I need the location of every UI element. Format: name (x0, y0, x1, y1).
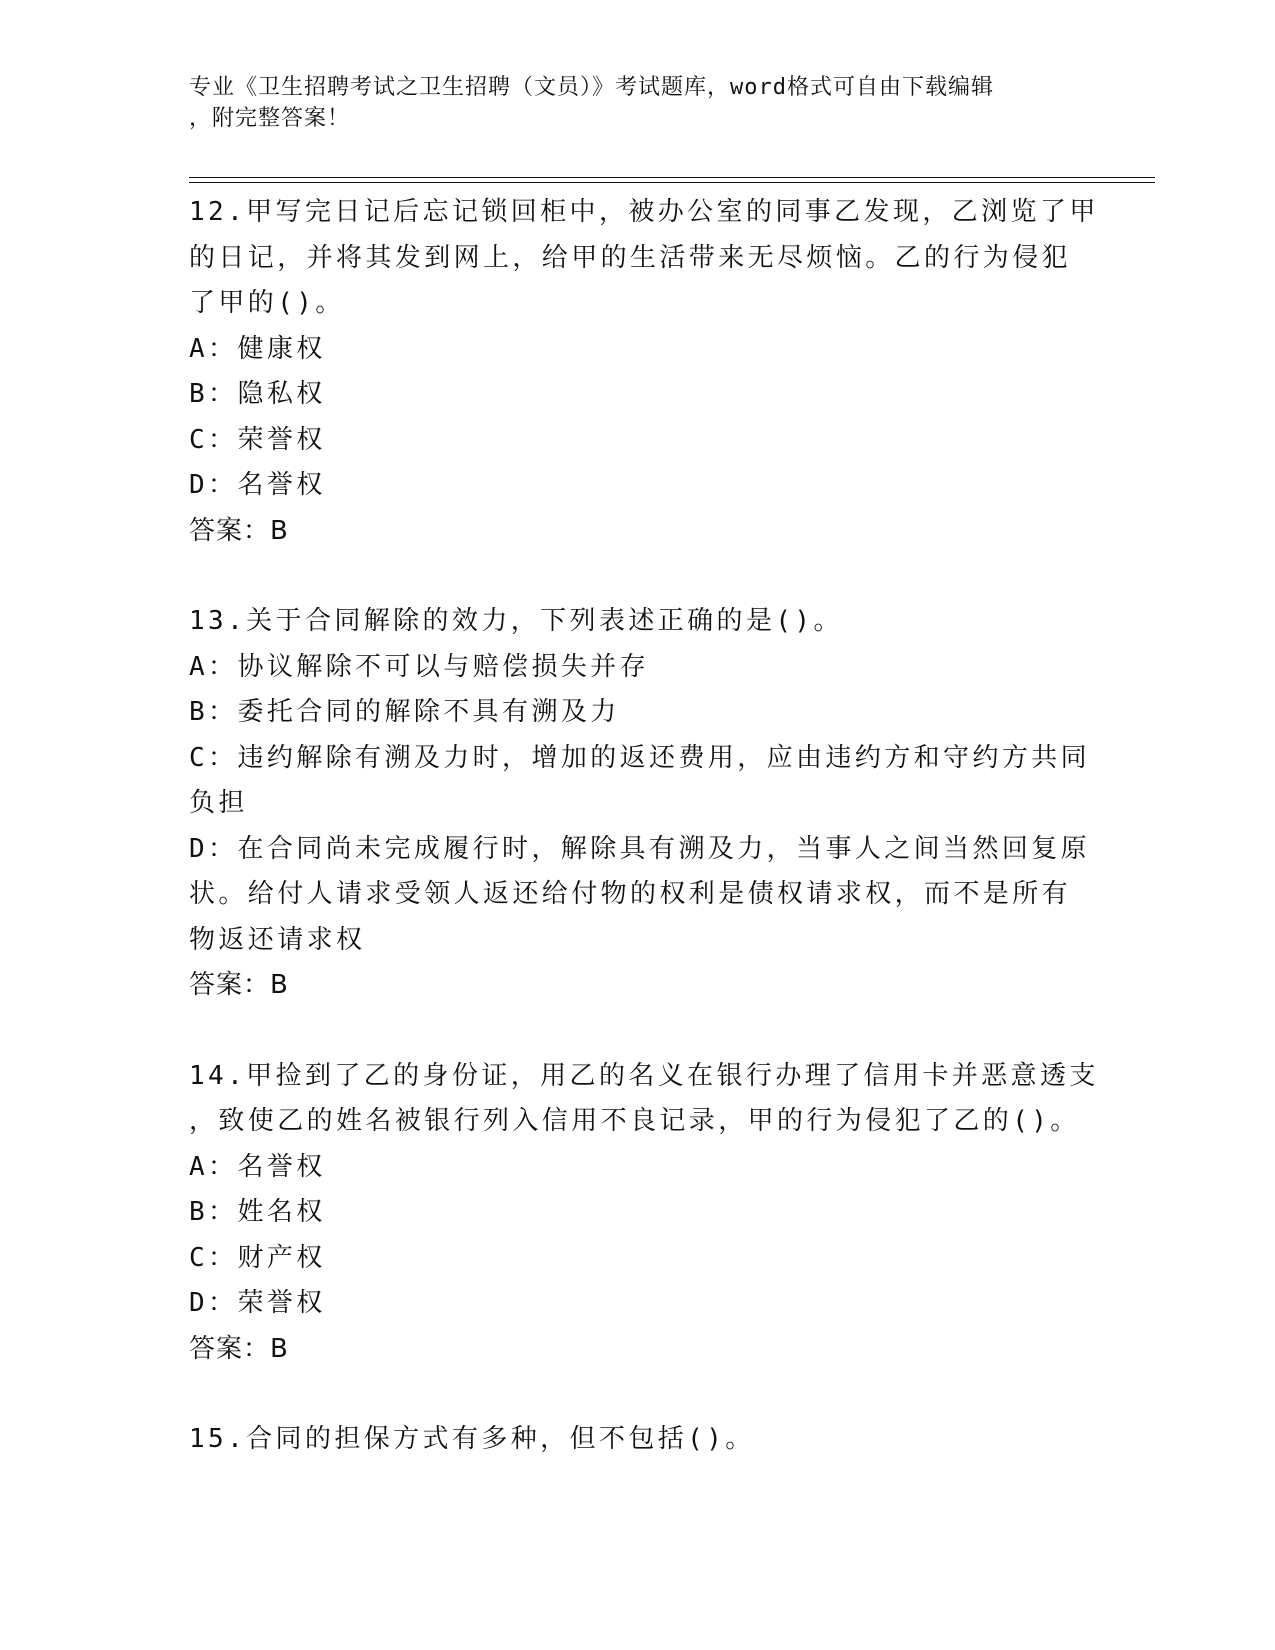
option-line: 物返还请求权 (189, 924, 366, 955)
question-spacer (189, 1372, 1079, 1417)
option-line: C：财产权 (189, 1242, 326, 1273)
option-line: A：健康权 (189, 333, 326, 364)
question-spacer (189, 1009, 1079, 1054)
header-divider-bottom (189, 182, 1155, 183)
stem-line: 15.合同的担保方式有多种，但不包括()。 (189, 1424, 755, 1454)
answer-line: 答案：B (189, 970, 289, 1000)
option-line: B：姓名权 (189, 1197, 326, 1227)
option-line: D：名誉权 (189, 470, 326, 500)
question-stem (189, 190, 1099, 327)
option-a (189, 327, 1079, 373)
question-stem (189, 1417, 1079, 1463)
option-c (189, 736, 1091, 827)
header-line-1: 专业《卫生招聘考试之卫生招聘（文员）》考试题库，word格式可自由下载编辑 (189, 75, 994, 100)
option-c (189, 418, 1079, 464)
option-line: A：名誉权 (189, 1151, 326, 1182)
option-b (189, 372, 1079, 418)
question-list (189, 190, 1099, 1463)
option-d (189, 827, 1091, 964)
option-a (189, 645, 1079, 691)
option-b (189, 690, 1079, 736)
option-c (189, 1236, 1079, 1282)
question-13 (189, 599, 1091, 1009)
stem-line: 14.甲捡到了乙的身份证，用乙的名义在银行办理了信用卡并恶意透支 (189, 1060, 1099, 1091)
question-12 (189, 190, 1099, 554)
header-divider-top (189, 177, 1155, 178)
stem-line: 12.甲写完日记后忘记锁回柜中，被办公室的同事乙发现，乙浏览了甲 (189, 197, 1099, 227)
option-line: B：隐私权 (189, 379, 326, 409)
stem-line: 的日记，并将其发到网上，给甲的生活带来无尽烦恼。乙的行为侵犯 (189, 242, 1072, 273)
option-line: A：协议解除不可以与赔偿损失并存 (189, 651, 650, 682)
option-a (189, 1145, 1079, 1191)
option-d (189, 1281, 1079, 1327)
option-line: 状。给付人请求受领人返还给付物的权利是债权请求权，而不是所有 (189, 879, 1072, 909)
question-14 (189, 1054, 1099, 1373)
question-15 (189, 1417, 1079, 1463)
stem-line: 了甲的()。 (189, 288, 345, 318)
stem-line: 13.关于合同解除的效力，下列表述正确的是()。 (189, 606, 843, 636)
option-line: C：荣誉权 (189, 424, 326, 455)
option-line: B：委托合同的解除不具有溯及力 (189, 697, 620, 727)
answer-line: 答案：B (189, 515, 289, 546)
option-line: 负担 (189, 788, 248, 818)
option-b (189, 1190, 1079, 1236)
answer-line: 答案：B (189, 1333, 289, 1364)
document-header (189, 72, 1069, 134)
question-stem (189, 599, 1079, 645)
question-stem (189, 1054, 1099, 1145)
option-line: D：在合同尚未完成履行时，解除具有溯及力，当事人之间当然回复原 (189, 833, 1091, 864)
header-line-2: ，附完整答案！ (189, 106, 351, 131)
option-line: D：荣誉权 (189, 1288, 326, 1318)
question-spacer (189, 554, 1079, 599)
stem-line: ，致使乙的姓名被银行列入信用不良记录，甲的行为侵犯了乙的()。 (189, 1106, 1080, 1136)
option-line: C：违约解除有溯及力时，增加的返还费用，应由违约方和守约方共同 (189, 742, 1091, 773)
option-d (189, 463, 1079, 509)
